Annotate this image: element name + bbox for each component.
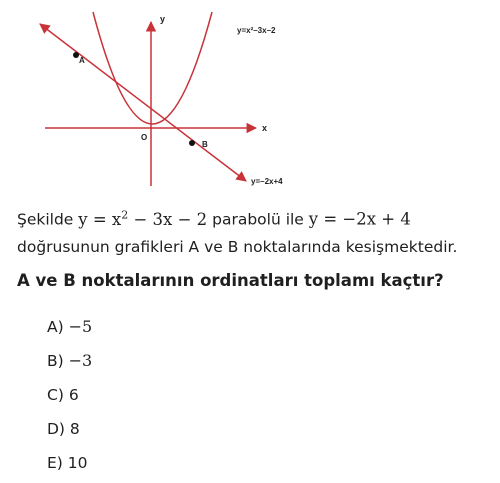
statement-line-2: doğrusunun grafikleri A ve B noktalarında kesişmektedir. — [17, 237, 458, 256]
line-equation: y = −2x + 4 — [308, 209, 411, 229]
problem-statement — [17, 201, 492, 261]
choice-value: 6 — [68, 386, 79, 404]
line-label: y=–2x+4 — [251, 177, 283, 186]
graph-figure — [0, 0, 500, 190]
choice-e[interactable] — [47, 446, 92, 480]
choice-c[interactable] — [47, 378, 92, 412]
choice-value: 8 — [69, 420, 80, 438]
parabola-equation: $y = x^2 - 3x - 2$ — [78, 208, 208, 229]
x-axis-label: x — [262, 123, 268, 133]
choice-value: −5 — [68, 317, 93, 336]
point-a-label: A — [79, 56, 85, 65]
parabola-label: y=x²–3x–2 — [237, 26, 276, 35]
choice-letter: C) — [47, 386, 64, 404]
origin-label: O — [141, 133, 148, 142]
choice-b[interactable] — [47, 344, 92, 378]
point-b-marker — [189, 140, 195, 146]
choice-value: −3 — [68, 351, 93, 370]
answer-choices — [47, 310, 92, 480]
statement-line-1 — [17, 201, 492, 234]
choice-a[interactable] — [47, 310, 92, 344]
choice-letter: E) — [47, 454, 63, 472]
choice-d[interactable] — [47, 412, 92, 446]
choice-letter: A) — [47, 318, 64, 336]
choice-letter: B) — [47, 352, 64, 370]
question-text: A ve B noktalarının ordinatları toplamı kaçtır? — [17, 271, 444, 290]
choice-value: 10 — [67, 454, 88, 472]
point-b-label: B — [202, 140, 208, 149]
statement-text-1: Şekilde — [17, 210, 74, 229]
choice-letter: D) — [47, 420, 65, 438]
y-axis-label: y — [160, 14, 166, 24]
statement-text-2: parabolü ile — [212, 210, 304, 229]
parabola-curve — [93, 12, 212, 124]
line-graph — [40, 24, 246, 181]
